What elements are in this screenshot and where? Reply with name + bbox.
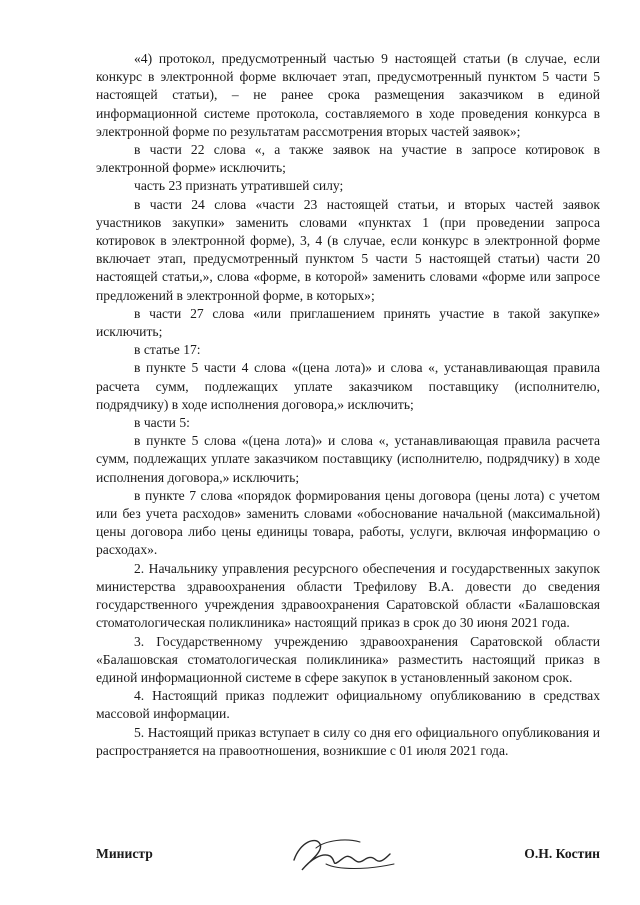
handwritten-signature [286, 830, 406, 878]
paragraph-item-4: 4. Настоящий приказ подлежит официальному опубликованию в средствах массовой информации. [96, 688, 600, 722]
paragraph-part-5: в части 5: [134, 415, 190, 431]
paragraph-clause-4-protocol: «4) протокол, предусмотренный частью 9 настоящей статьи (в случае, если конкурс в электронной форме включает этап, предусмотренный пунктом 5 части 5 настоящей статьи), – не ранее срока размещения заказчиком в единой информационной системе протокола, составляемого в ходе проведения конкурса в электронной форме по результатам рассмотрения вторых частей заявок»; [96, 51, 600, 139]
signatory-name: О.Н. Костин [524, 846, 600, 861]
paragraph-item-2: 2. Начальнику управления ресурсного обеспечения и государственных закупок министерства здравоохранения области Трефилову В.А. довести до сведения государственного учреждения здравоохранения Саратовской области «Балашовская стоматологическая поликлиника» настоящий приказ в срок до 30 июня 2021 года. [96, 560, 600, 631]
paragraph-article-17: в статье 17: [134, 342, 201, 358]
paragraph-part-27: в части 27 слова «или приглашением принять участие в такой закупке» исключить; [96, 305, 600, 340]
paragraph-part-5-point-5: в пункте 5 слова «(цена лота)» и слова «, устанавливающая правила расчета сумм, подлежащих уплате заказчиком поставщику (исполнителю, подрядчику) в ходе исполнения договора,» исключить; [96, 433, 600, 485]
paragraph-part-24: в части 24 слова «части 23 настоящей статьи, и вторых частей заявок участников закупки» заменить словами «пунктах 1 (при проведении запроса котировок в электронной форме), 3, 4 (в случае, если конкурс в электронной форме включает этап, предусмотренный пунктом 5 части 5 настоящей статьи) части 20 настоящей статьи,», слова «форме, в которой» заменить словами «форме или запросе предложений в электронной форме, в которых»; [96, 196, 600, 303]
paragraph-part-5-point-7: в пункте 7 слова «порядок формирования цены договора (цены лота) с учетом или без учета расходов» заменить словами «обоснование начальной (максимальной) цены договора либо цены единицы товара, работы, услуги, включая информацию о расходах». [96, 487, 600, 558]
signature-block [96, 840, 600, 880]
paragraph-item-3: 3. Государственному учреждению здравоохранения Саратовской области «Балашовская стоматологическая поликлиника» разместить настоящий приказ в единой информационной системе в сфере закупок в установленный законом срок. [96, 633, 600, 685]
paragraph-article-17-part-4: в пункте 5 части 4 слова «(цена лота)» и слова «, устанавливающая правила расчета сумм, подлежащих уплате заказчиком поставщику (исполнителю, подрядчику) в ходе исполнения договора,» исключить; [96, 360, 600, 412]
paragraph-part-23: часть 23 признать утратившей силу; [134, 178, 344, 194]
paragraph-part-22: в части 22 слова «, а также заявок на участие в запросе котировок в электронной форме» исключить; [96, 142, 600, 176]
document-body [96, 50, 600, 760]
signatory-title: Министр [96, 846, 153, 861]
paragraph-item-5: 5. Настоящий приказ вступает в силу со дня его официального опубликования и распространяется на правоотношения, возникшие с 01 июля 2021 года. [96, 724, 600, 758]
